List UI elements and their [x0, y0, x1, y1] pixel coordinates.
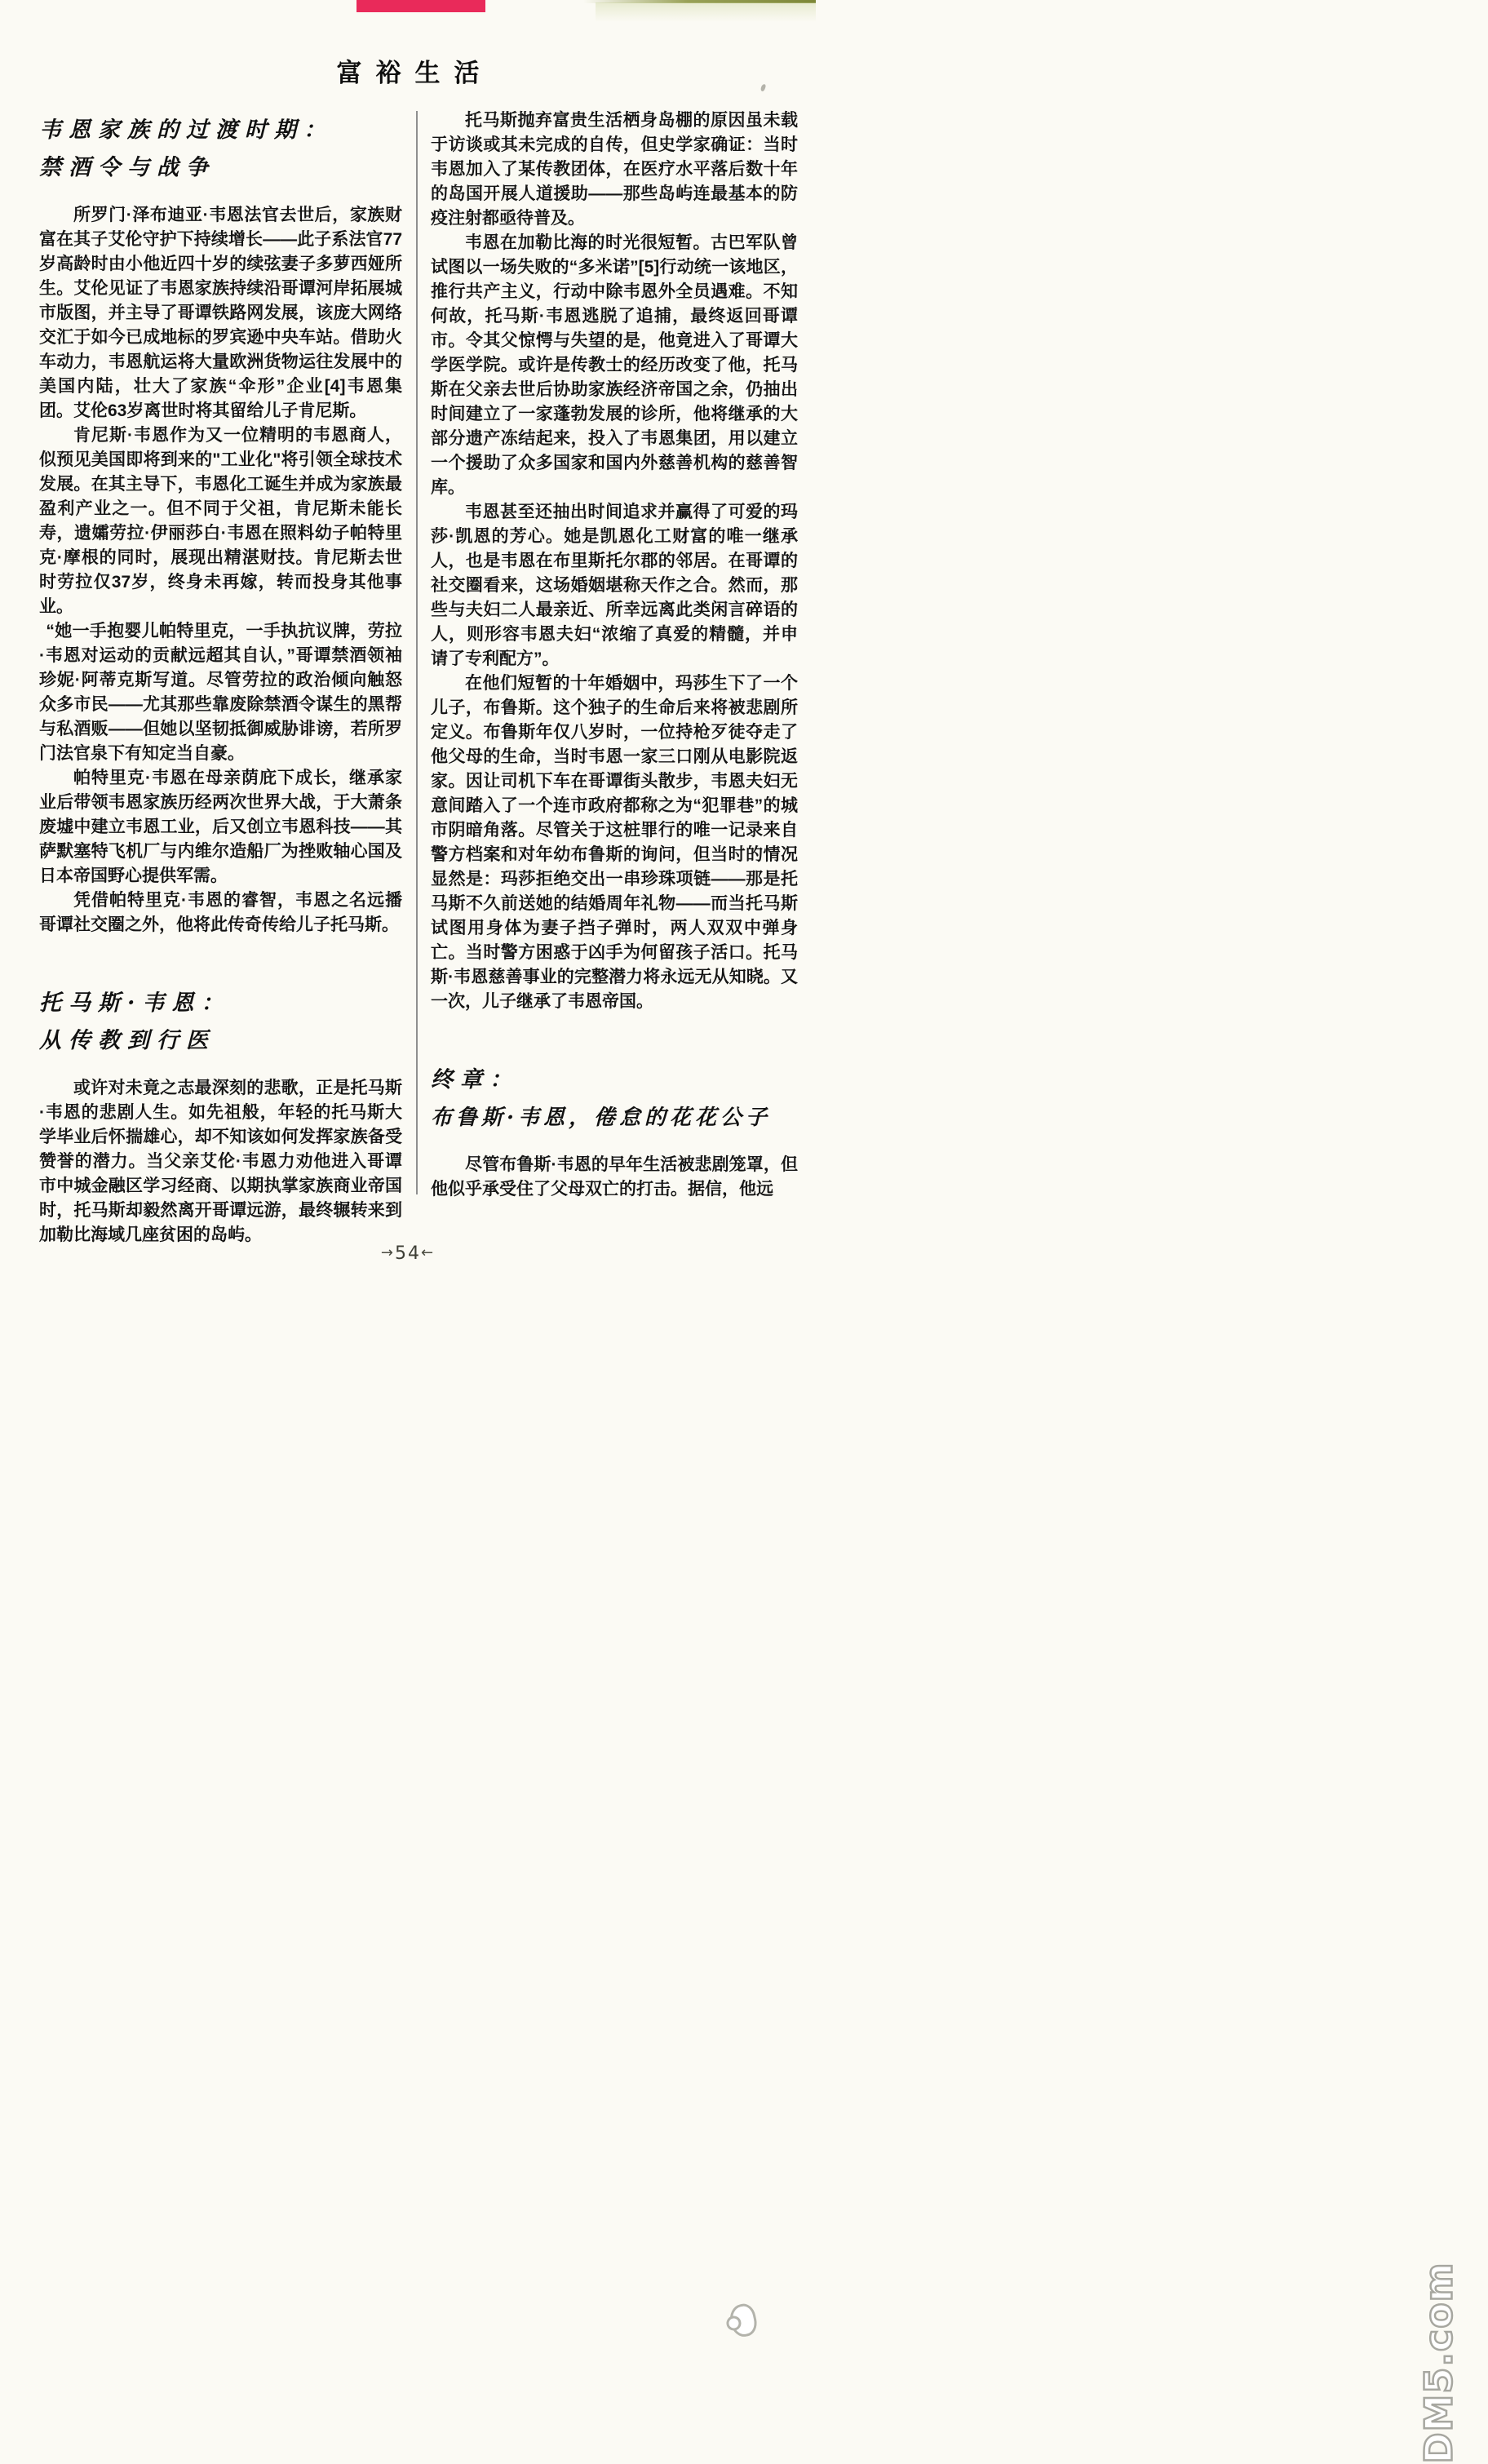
paragraph: 韦恩在加勒比海的时光很短暂。古巴军队曾试图以一场失败的“多米诺”[5]行动统一该地区，推行共产主义，行动中除韦恩外全员遇难。不知何故，托马斯·韦恩逃脱了追捕，最终返回哥谭市。令其父惊愕与失望的是，他竟进入了哥谭大学医学院。或许是传教士的经历改变了他，托马斯在父亲去世后协助家族经济帝国之余，仍抽出时间建立了一家蓬勃发展的诊所，他将继承的大部分遗产冻结起来，投入了韦恩集团，用以建立一个援助了众多国家和国内外慈善机构的慈善智库。 — [431, 233, 798, 497]
paragraph: 所罗门·泽布迪亚·韦恩法官去世后，家族财富在其子艾伦守护下持续增长——此子系法官77岁高龄时由小他近四十岁的续弦妻子多萝西娅所生。艾伦见证了韦恩家族持续沿哥谭河岸拓展城市版图，并主导了哥谭铁路网发展，该庞大网络交汇于如今已成地标的罗宾逊中央车站。借助火车动力，韦恩航运将大量欧洲货物运往发展中的美国内陆，壮大了家族“伞形”企业[4]韦恩集团。艾伦63岁离世时将其留给儿子肯尼斯。 — [39, 206, 402, 420]
watermark-text-wrap — [1390, 2262, 1488, 2464]
paragraph: 韦恩甚至还抽出时间追求并赢得了可爱的玛莎·凯恩的芳心。她是凯恩化工财富的唯一继承人，也是韦恩在布里斯托尔郡的邻居。在哥谭的社交圈看来，这场婚姻堪称天作之合。然而，那些与夫妇二人最亲近、所幸远离此类闲言碎语的人，则形容韦恩夫妇“浓缩了真爱的精髓，并申请了专利配方”。 — [431, 503, 798, 668]
page-number-right-arrow-icon: ← — [421, 1244, 436, 1261]
section-heading-line: 终章： — [431, 1067, 519, 1092]
paragraph: 托马斯抛弃富贵生活栖身岛棚的原因虽未载于访谈或其未完成的自传，但史学家确证：当时韦恩加入了某传教团体，在医疗水平落后数十年的岛国开展人道援助——那些岛屿连最基本的防疫注射都亟待普及。 — [431, 111, 798, 228]
paragraph: 肯尼斯·韦恩作为又一位精明的韦恩商人，似预见美国即将到来的"工业化"将引领全球技术发展。在其主导下，韦恩化工诞生并成为家族最盈利产业之一。但不同于父祖，肯尼斯未能长寿，遗孀劳拉·伊丽莎白·韦恩在照料幼子帕特里克·摩根的同时，展现出精湛财技。肯尼斯去世时劳拉仅37岁，终身未再嫁，转而投身其他事业。 — [39, 426, 402, 616]
section-heading-line: 禁酒令与战争 — [39, 155, 215, 180]
paragraph: 凭借帕特里克·韦恩的睿智，韦恩之名远播哥谭社交圈之外，他将此传奇传给儿子托马斯。 — [39, 891, 402, 934]
scan-edge-tint — [596, 2, 816, 22]
watermark-text: DM5.com — [1417, 2262, 1461, 2464]
section-heading-line: 韦恩家族的过渡时期： — [39, 117, 333, 143]
section-heading-line: 托马斯·韦恩： — [39, 990, 231, 1016]
right-column — [431, 109, 798, 1202]
section-heading-line: 布鲁斯·韦恩，倦怠的花花公子 — [431, 1106, 772, 1130]
header-accent-bar — [356, 0, 485, 12]
left-column — [39, 109, 402, 1248]
page-number-value: 54 — [395, 1243, 421, 1264]
paragraph: 在他们短暂的十年婚姻中，玛莎生下了一个儿子，布鲁斯。这个独子的生命后来将被悲剧所定义。布鲁斯年仅八岁时，一位持枪歹徒夺走了他父母的生命，当时韦恩一家三口刚从电影院返家。因让司机下车在哥谭街头散步，韦恩夫妇无意间踏入了一个连市政府都称之为“犯罪巷”的城市阴暗角落。尽管关于这桩罪行的唯一记录来自警方档案和对年幼布鲁斯的询问，但当时的情况显然是：玛莎拒绝交出一串珍珠项链——那是托马斯不久前送她的结婚周年礼物——而当托马斯试图用身体为妻子挡子弹时，两人双双中弹身亡。当时警方困惑于凶手为何留孩子活口。托马斯·韦恩慈善事业的完整潜力将永远无从知晓。又一次，儿子继承了韦恩帝国。 — [431, 674, 798, 1011]
column-divider — [416, 111, 418, 1194]
page-title: 富裕生活 — [336, 59, 494, 87]
paragraph: “她一手抱婴儿帕特里克，一手执抗议牌，劳拉·韦恩对运动的贡献远超其自认，”哥谭禁酒领袖珍妮·阿蒂克斯写道。尽管劳拉的政治倾向触怒众多市民——尤其那些靠废除禁酒令谋生的黑帮与私酒贩——但她以坚韧抵御威胁诽谤，若所罗门法官泉下有知定当自豪。 — [39, 622, 402, 763]
page-number — [0, 1243, 816, 1264]
section-heading-line: 从传教到行医 — [39, 1028, 215, 1053]
section-heading-finale — [431, 1061, 798, 1137]
section-heading-wayne-transition — [39, 112, 402, 187]
section-heading-thomas-wayne — [39, 985, 402, 1060]
watermark — [695, 1141, 1461, 2464]
paragraph: 尽管布鲁斯·韦恩的早年生活被悲剧笼罩，但他似乎承受住了父母双亡的打击。据信，他远 — [431, 1155, 798, 1199]
paragraph: 帕特里克·韦恩在母亲荫庇下成长，继承家业后带领韦恩家族历经两次世界大战，于大萧条废墟中建立韦恩工业，后又创立韦恩科技——其萨默塞特飞机厂与内维尔造船厂为挫败轴心国及日本帝国野心提供军需。 — [39, 769, 402, 885]
paragraph: 或许对未竟之志最深刻的悲歌，正是托马斯·韦恩的悲剧人生。如先祖般，年轻的托马斯大学毕业后怀揣雄心，却不知该如何发挥家族备受赞誉的潜力。当父亲艾伦·韦恩力劝他进入哥谭市中城金融区学习经商、以期执掌家族商业帝国时，托马斯却毅然离开哥谭远游，最终辗转来到加勒比海域几座贫困的岛屿。 — [39, 1079, 402, 1244]
page-number-left-arrow-icon: → — [380, 1244, 395, 1261]
watermark-mascot-icon — [727, 2302, 760, 2339]
